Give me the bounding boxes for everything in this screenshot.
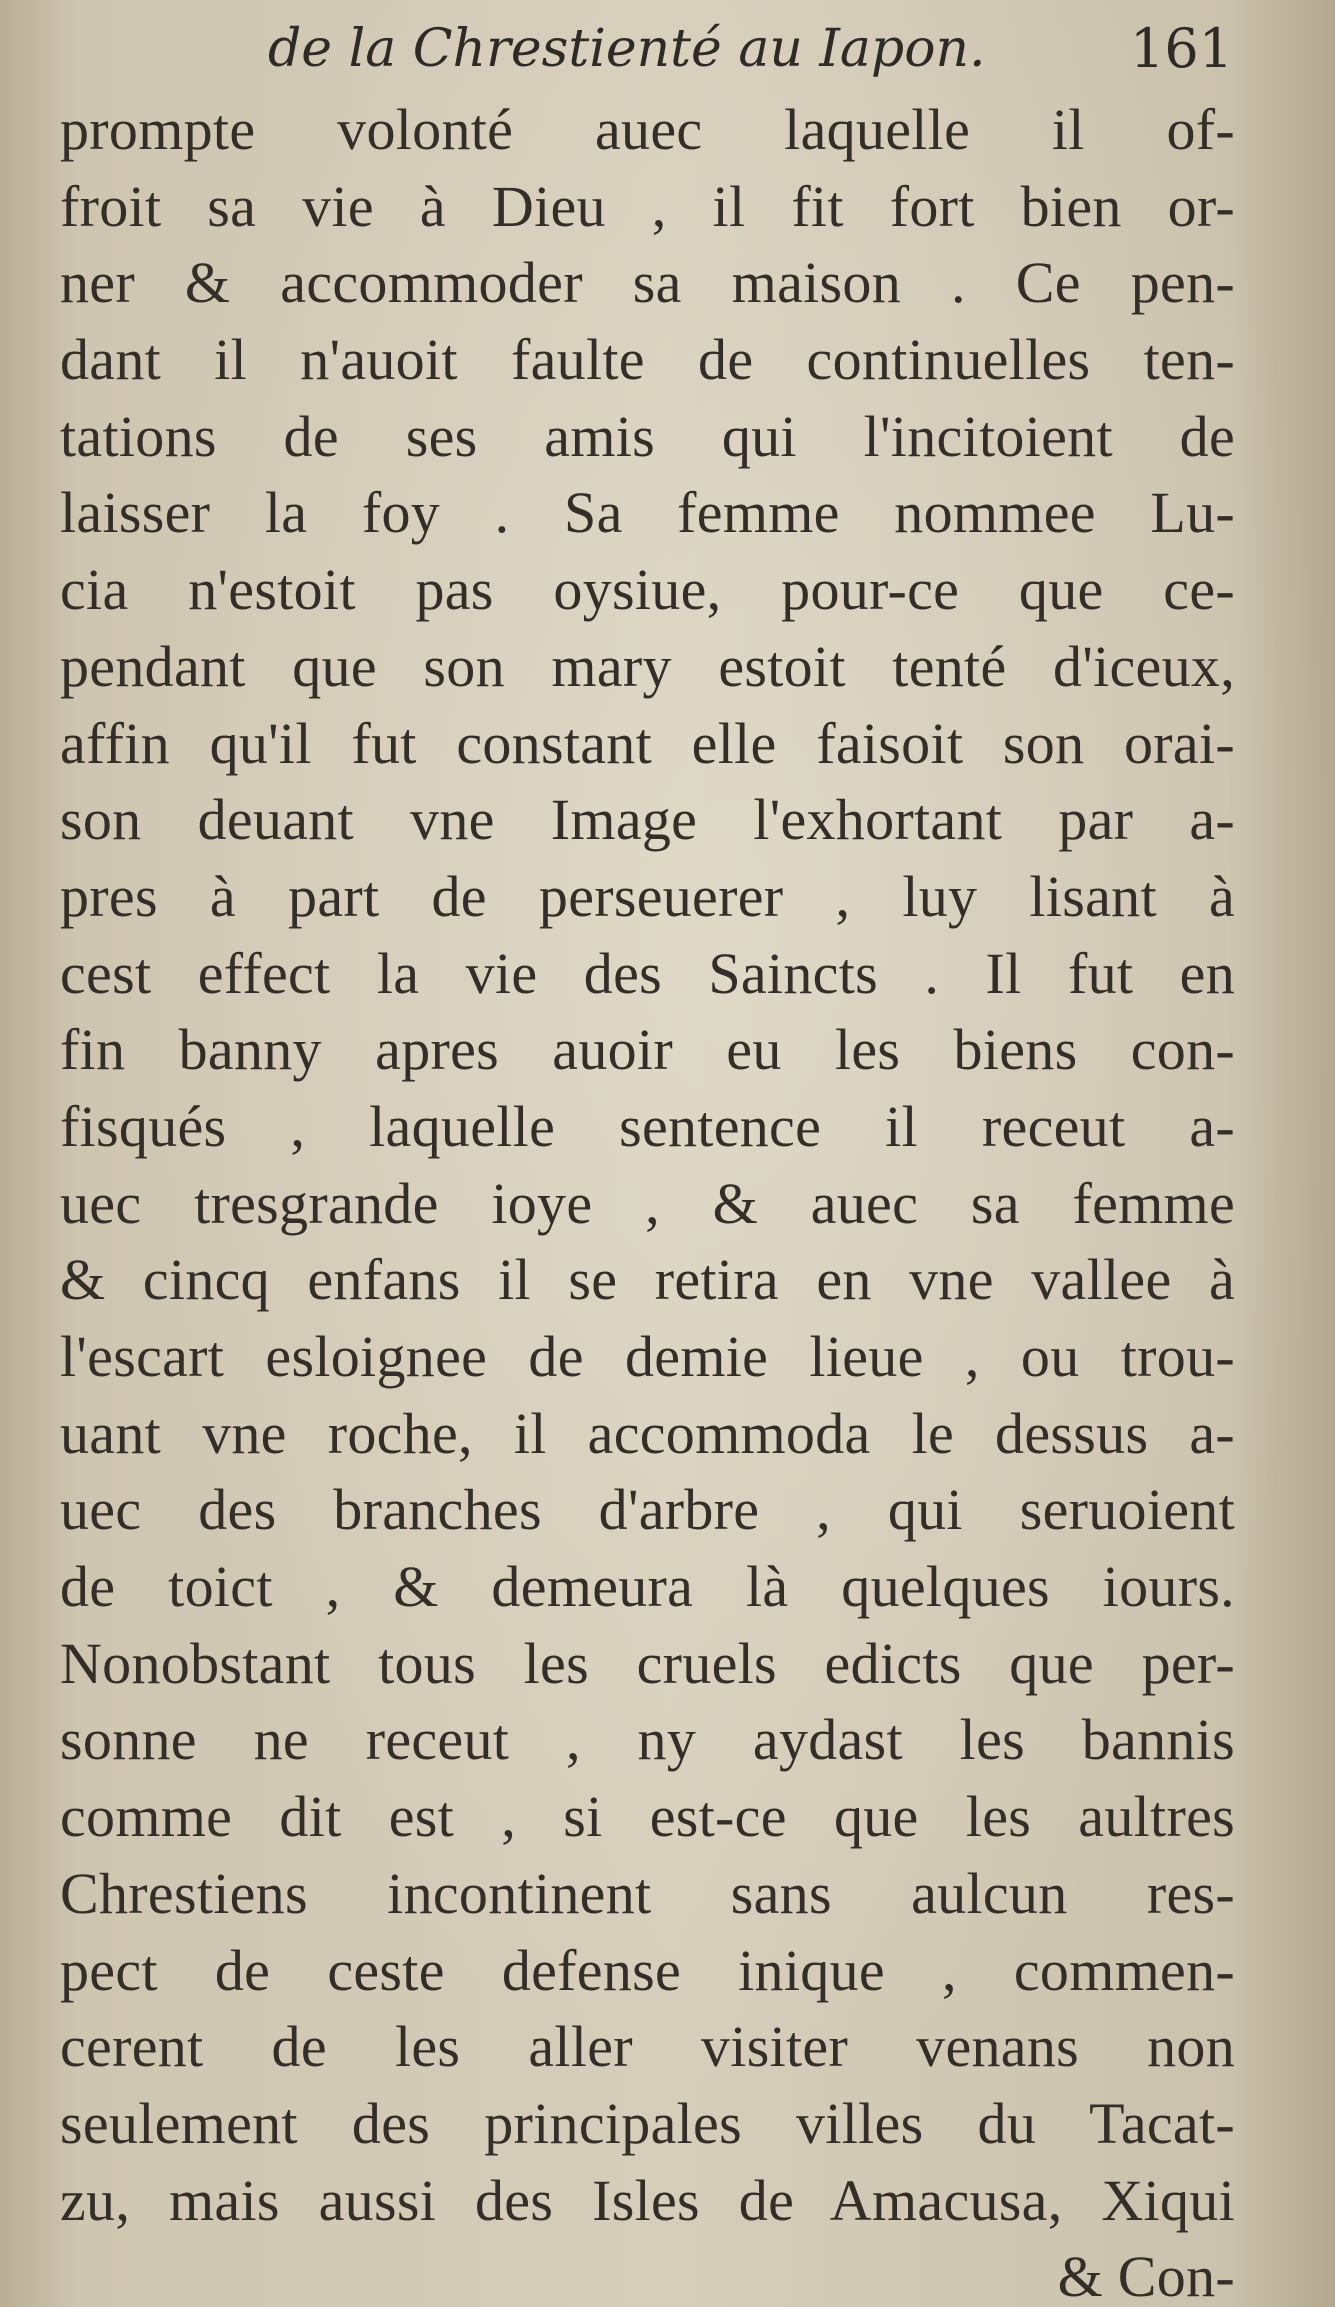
text-line: uant vne roche, il accommoda le dessus a-: [60, 1400, 1235, 1466]
text-line: l'escart esloignee de demie lieue , ou trou-: [60, 1324, 1235, 1389]
text-line: fin banny apres auoir eu les biens con-: [60, 1017, 1235, 1083]
body-text: [60, 92, 1235, 2307]
text-line: seulement des principales villes du Tacat-: [60, 2090, 1235, 2156]
text-line: fisqués , laquelle sentence il receut a-: [60, 1093, 1235, 1159]
text-line: sonne ne receut , ny aydast les bannis: [60, 1707, 1235, 1773]
text-line: tations de ses amis qui l'incitoient de: [60, 403, 1235, 469]
text-line: cia n'estoit pas oysiue, pour-ce que ce-: [60, 557, 1235, 623]
catchword-line: & Con-: [1057, 2244, 1235, 2307]
text-line: affin qu'il fut constant elle faisoit son orai-: [60, 710, 1235, 776]
running-title: de la Chrestienté au Iapon.: [268, 19, 986, 79]
text-line: cerent de les aller visiter venans non: [60, 2014, 1235, 2080]
text-line: Nonobstant tous les cruels edicts que per-: [60, 1630, 1235, 1696]
text-line: laisser la foy . Sa femme nommee Lu-: [60, 480, 1235, 546]
text-line: cest effect la vie des Saincts . Il fut en: [60, 940, 1235, 1006]
text-line: pendant que son mary estoit tenté d'iceux,: [60, 633, 1235, 699]
page-number: 161: [1130, 17, 1234, 80]
text-line: froit sa vie à Dieu , il fit fort bien or-: [60, 173, 1235, 239]
text-line: uec tresgrande ioye , & auec sa femme: [60, 1170, 1235, 1236]
text-line: ner & accommoder sa maison . Ce pen-: [60, 250, 1235, 316]
text-line: son deuant vne Image l'exhortant par a-: [60, 787, 1235, 853]
text-line: prompte volonté auec laquelle il of-: [60, 97, 1235, 162]
text-line: pres à part de perseuerer , luy lisant à: [60, 863, 1235, 929]
text-line: & cincq enfans il se retira en vne vallee à: [60, 1247, 1235, 1313]
text-line: de toict , & demeura là quelques iours.: [60, 1554, 1235, 1620]
text-line: uec des branches d'arbre , qui seruoient: [60, 1477, 1235, 1543]
text-line: Chrestiens incontinent sans aulcun res-: [60, 1860, 1235, 1926]
text-line: dant il n'auoit faulte de continuelles ten-: [60, 327, 1235, 393]
text-line: zu, mais aussi des Isles de Amacusa, Xiqui: [60, 2167, 1235, 2233]
text-line: pect de ceste defense inique , commen-: [60, 1937, 1235, 2003]
page-header: [0, 14, 1335, 84]
text-line: comme dit est , si est-ce que les aultres: [60, 1784, 1235, 1850]
